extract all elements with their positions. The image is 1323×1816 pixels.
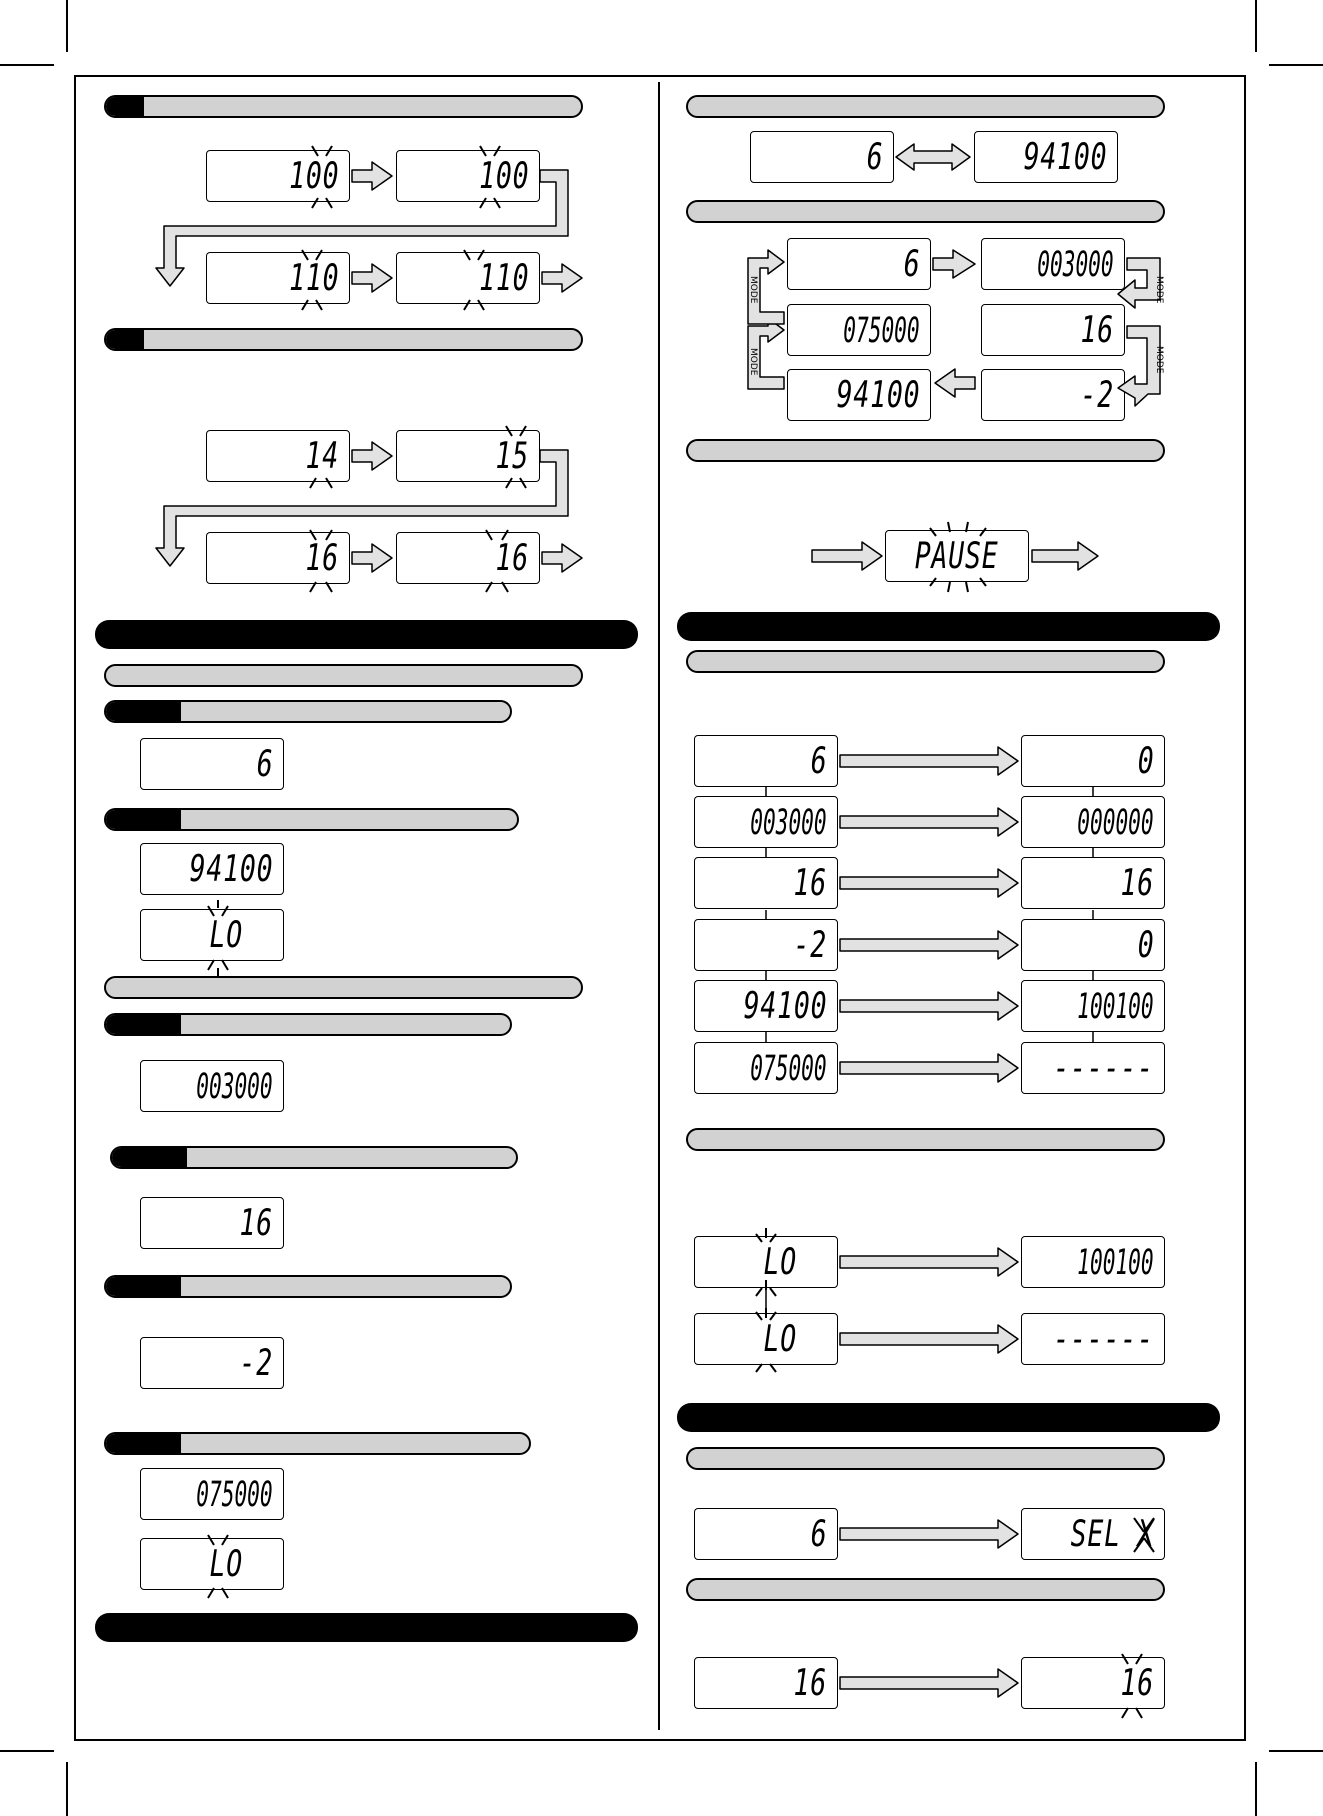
flow-arrow — [840, 1054, 1018, 1082]
lcd-display: 075000 — [694, 1042, 838, 1094]
lcd-display: LO — [140, 1538, 284, 1590]
lcd-display: 16 — [1021, 1657, 1165, 1709]
lcd-display: 100100 — [1021, 980, 1165, 1032]
lcd-display: 6 — [694, 735, 838, 787]
lcd-display: 16 — [694, 857, 838, 909]
svg-text:MODE: MODE — [1154, 346, 1164, 374]
flow-arrow — [933, 250, 975, 278]
lcd-display: PAUSE — [885, 530, 1029, 582]
lcd-display: 003000 — [981, 238, 1125, 290]
flow-arrow — [812, 542, 882, 570]
flow-arrow — [542, 264, 582, 292]
flow-arrow — [840, 1520, 1018, 1548]
lcd-display: 16 — [140, 1197, 284, 1249]
lcd-display: ------ — [1021, 1042, 1165, 1094]
flow-arrow — [542, 544, 582, 572]
lcd-display: 075000 — [140, 1468, 284, 1520]
flow-arrow — [156, 170, 568, 286]
flow-arrow — [840, 992, 1018, 1020]
lcd-display: 6 — [750, 131, 894, 183]
lcd-display: -2 — [694, 919, 838, 971]
lcd-display: 15 — [396, 430, 540, 482]
flow-arrow — [1118, 326, 1160, 406]
svg-text:MODE: MODE — [1154, 276, 1164, 304]
lcd-display: 16 — [206, 532, 350, 584]
lcd-display: -2 — [140, 1337, 284, 1389]
lcd-display: SEL X — [1021, 1508, 1165, 1560]
lcd-display: 14 — [206, 430, 350, 482]
lcd-display: 6 — [140, 738, 284, 790]
lcd-display: 16 — [396, 532, 540, 584]
flow-arrow — [840, 808, 1018, 836]
lcd-display: 16 — [1021, 857, 1165, 909]
lcd-display: 6 — [694, 1508, 838, 1560]
lcd-display: 110 — [396, 252, 540, 304]
svg-text:MODE: MODE — [748, 348, 758, 376]
lcd-display: 0 — [1021, 919, 1165, 971]
lcd-display: -2 — [981, 369, 1125, 421]
flow-arrow — [352, 544, 392, 572]
lcd-display: 075000 — [787, 304, 931, 356]
lcd-display: LO — [694, 1236, 838, 1288]
flow-arrow — [840, 931, 1018, 959]
flow-arrow — [935, 369, 975, 397]
flow-arrow — [896, 144, 970, 170]
flow-arrow — [352, 162, 392, 190]
lcd-display: 100 — [396, 150, 540, 202]
lcd-display: 94100 — [140, 843, 284, 895]
flow-arrow — [352, 442, 392, 470]
lcd-display: 94100 — [787, 369, 931, 421]
flow-arrow — [1118, 258, 1160, 308]
lcd-display: 100100 — [1021, 1236, 1165, 1288]
lcd-display: 003000 — [140, 1060, 284, 1112]
lcd-display: LO — [140, 909, 284, 961]
flow-arrow — [840, 1669, 1018, 1697]
flow-arrow — [352, 264, 392, 292]
flow-arrow — [840, 1325, 1018, 1353]
lcd-display: 003000 — [694, 796, 838, 848]
blink-marks — [208, 146, 1154, 1718]
flow-arrow — [840, 869, 1018, 897]
flow-arrow — [840, 1248, 1018, 1276]
lcd-display: 000000 — [1021, 796, 1165, 848]
lcd-display: LO — [694, 1313, 838, 1365]
flow-arrow — [1032, 542, 1098, 570]
lcd-display: 16 — [981, 304, 1125, 356]
lcd-display: 110 — [206, 252, 350, 304]
lcd-display: 6 — [787, 238, 931, 290]
lcd-display: 16 — [694, 1657, 838, 1709]
lcd-display: ------ — [1021, 1313, 1165, 1365]
lcd-display: 94100 — [694, 980, 838, 1032]
svg-text:MODE: MODE — [748, 276, 758, 304]
lcd-display: 94100 — [974, 131, 1118, 183]
flow-arrow — [840, 747, 1018, 775]
lcd-display: 100 — [206, 150, 350, 202]
lcd-display: 0 — [1021, 735, 1165, 787]
mode-label — [748, 276, 1164, 376]
flow-arrow — [156, 450, 568, 566]
